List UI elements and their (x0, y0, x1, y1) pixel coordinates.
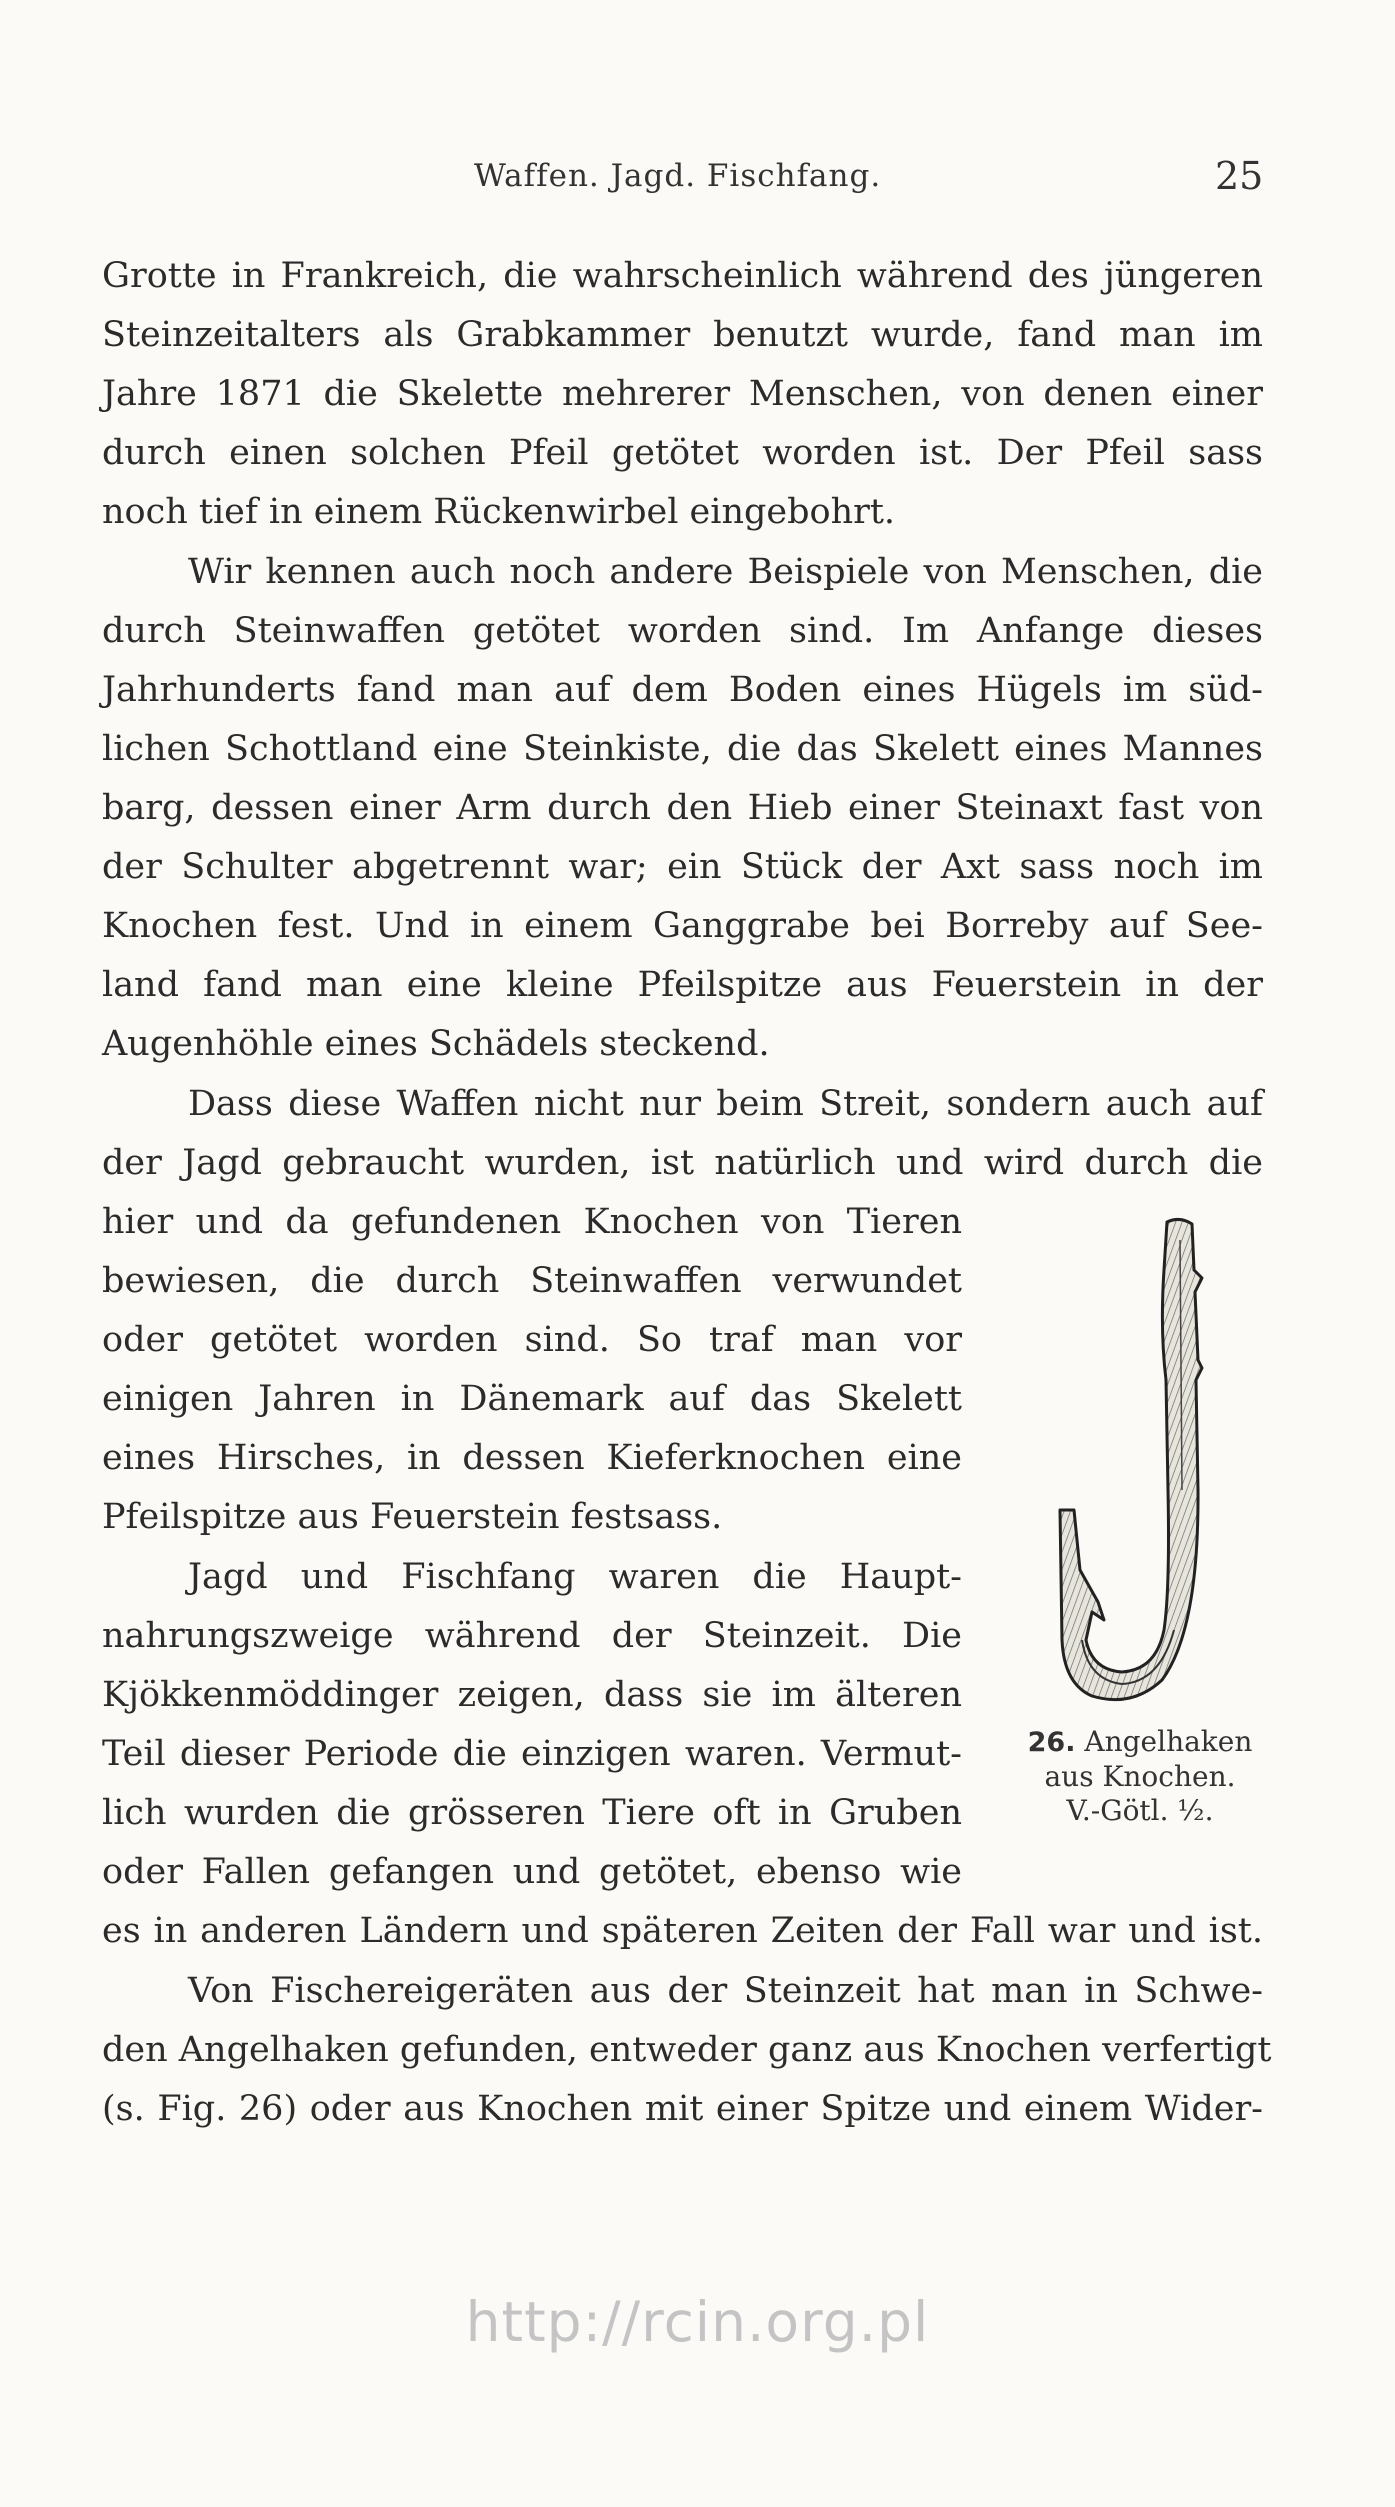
text-line: Steinzeitalters als Grabkammer benutzt wurde, fand man im (102, 315, 1263, 355)
text-line: Augenhöhle eines Schädels steckend. (102, 1024, 770, 1064)
text-line: Jagd und Fischfang waren die Haupt- (188, 1557, 962, 1597)
caption-line-3: V.-Götl. ½. (1066, 1794, 1214, 1828)
text-line: bewiesen, die durch Steinwaffen verwundet (102, 1261, 962, 1301)
text-line: es in anderen Ländern und späteren Zeiten der Fall war und ist. (102, 1911, 1263, 1951)
caption-line-2: aus Knochen. (1044, 1759, 1236, 1793)
text-line: der Schulter abgetrennt war; ein Stück der Axt sass noch im (102, 847, 1263, 887)
text-line: lich wurden die grösseren Tiere oft in Gruben (102, 1793, 962, 1833)
fishhook-figure (1052, 1210, 1232, 1720)
text-line: Teil dieser Periode die einzigen waren. Vermut- (102, 1734, 962, 1774)
text-line: (s. Fig. 26) oder aus Knochen mit einer Spitze und einem Wider- (102, 2089, 1263, 2129)
text-line: oder Fallen gefangen und getötet, ebenso wie (102, 1852, 962, 1892)
text-line: land fand man eine kleine Pfeilspitze aus Feuerstein in der (102, 965, 1263, 1005)
text-line: durch einen solchen Pfeil getötet worden ist. Der Pfeil sass (102, 433, 1263, 473)
text-line: durch Steinwaffen getötet worden sind. Im Anfange dieses (102, 611, 1263, 651)
text-line: Dass diese Waffen nicht nur beim Streit, sondern auch auf (188, 1084, 1263, 1124)
text-line: nahrungszweige während der Steinzeit. Die (102, 1616, 962, 1656)
text-line: einigen Jahren in Dänemark auf das Skelett (102, 1379, 962, 1419)
figure-caption (1000, 1725, 1280, 1828)
caption-line-1 (1000, 1725, 1280, 1760)
text-line: Grotte in Frankreich, die wahrscheinlich während des jüngeren (102, 256, 1263, 296)
caption-title: Angelhaken (1084, 1725, 1253, 1758)
text-line: der Jagd gebraucht wurden, ist natürlich und wird durch die (102, 1143, 1263, 1183)
text-line: oder getötet worden sind. So traf man vor (102, 1320, 962, 1360)
text-line: Knochen fest. Und in einem Ganggrabe bei Borreby auf See- (102, 906, 1263, 946)
figure-number: 26. (1027, 1727, 1076, 1758)
text-line: Von Fischereigeräten aus der Steinzeit hat man in Schwe- (188, 1971, 1263, 2011)
text-line: Jahrhunderts fand man auf dem Boden eines Hügels im süd- (102, 670, 1263, 710)
text-line: barg, dessen einer Arm durch den Hieb einer Steinaxt fast von (102, 788, 1263, 828)
text-line: Pfeilspitze aus Feuerstein festsass. (102, 1497, 723, 1537)
text-line: Jahre 1871 die Skelette mehrerer Menschen, von denen einer (102, 374, 1263, 414)
page-number: 25 (1215, 154, 1264, 198)
text-line: Kjökkenmöddinger zeigen, dass sie im älteren (102, 1675, 962, 1715)
running-head: Waffen. Jagd. Fischfang. (474, 158, 882, 194)
text-line: eines Hirsches, in dessen Kieferknochen eine (102, 1438, 962, 1478)
bone-fishhook-illustration (1052, 1210, 1232, 1720)
watermark-url: http://rcin.org.pl (465, 2290, 930, 2354)
text-line: den Angelhaken gefunden, entweder ganz aus Knochen verfertigt (102, 2030, 1272, 2070)
text-line: Wir kennen auch noch andere Beispiele von Menschen, die (188, 552, 1263, 592)
text-line: lichen Schottland eine Steinkiste, die das Skelett eines Mannes (102, 729, 1263, 769)
text-line: hier und da gefundenen Knochen von Tieren (102, 1202, 962, 1242)
text-line: noch tief in einem Rückenwirbel eingebohrt. (102, 492, 896, 532)
